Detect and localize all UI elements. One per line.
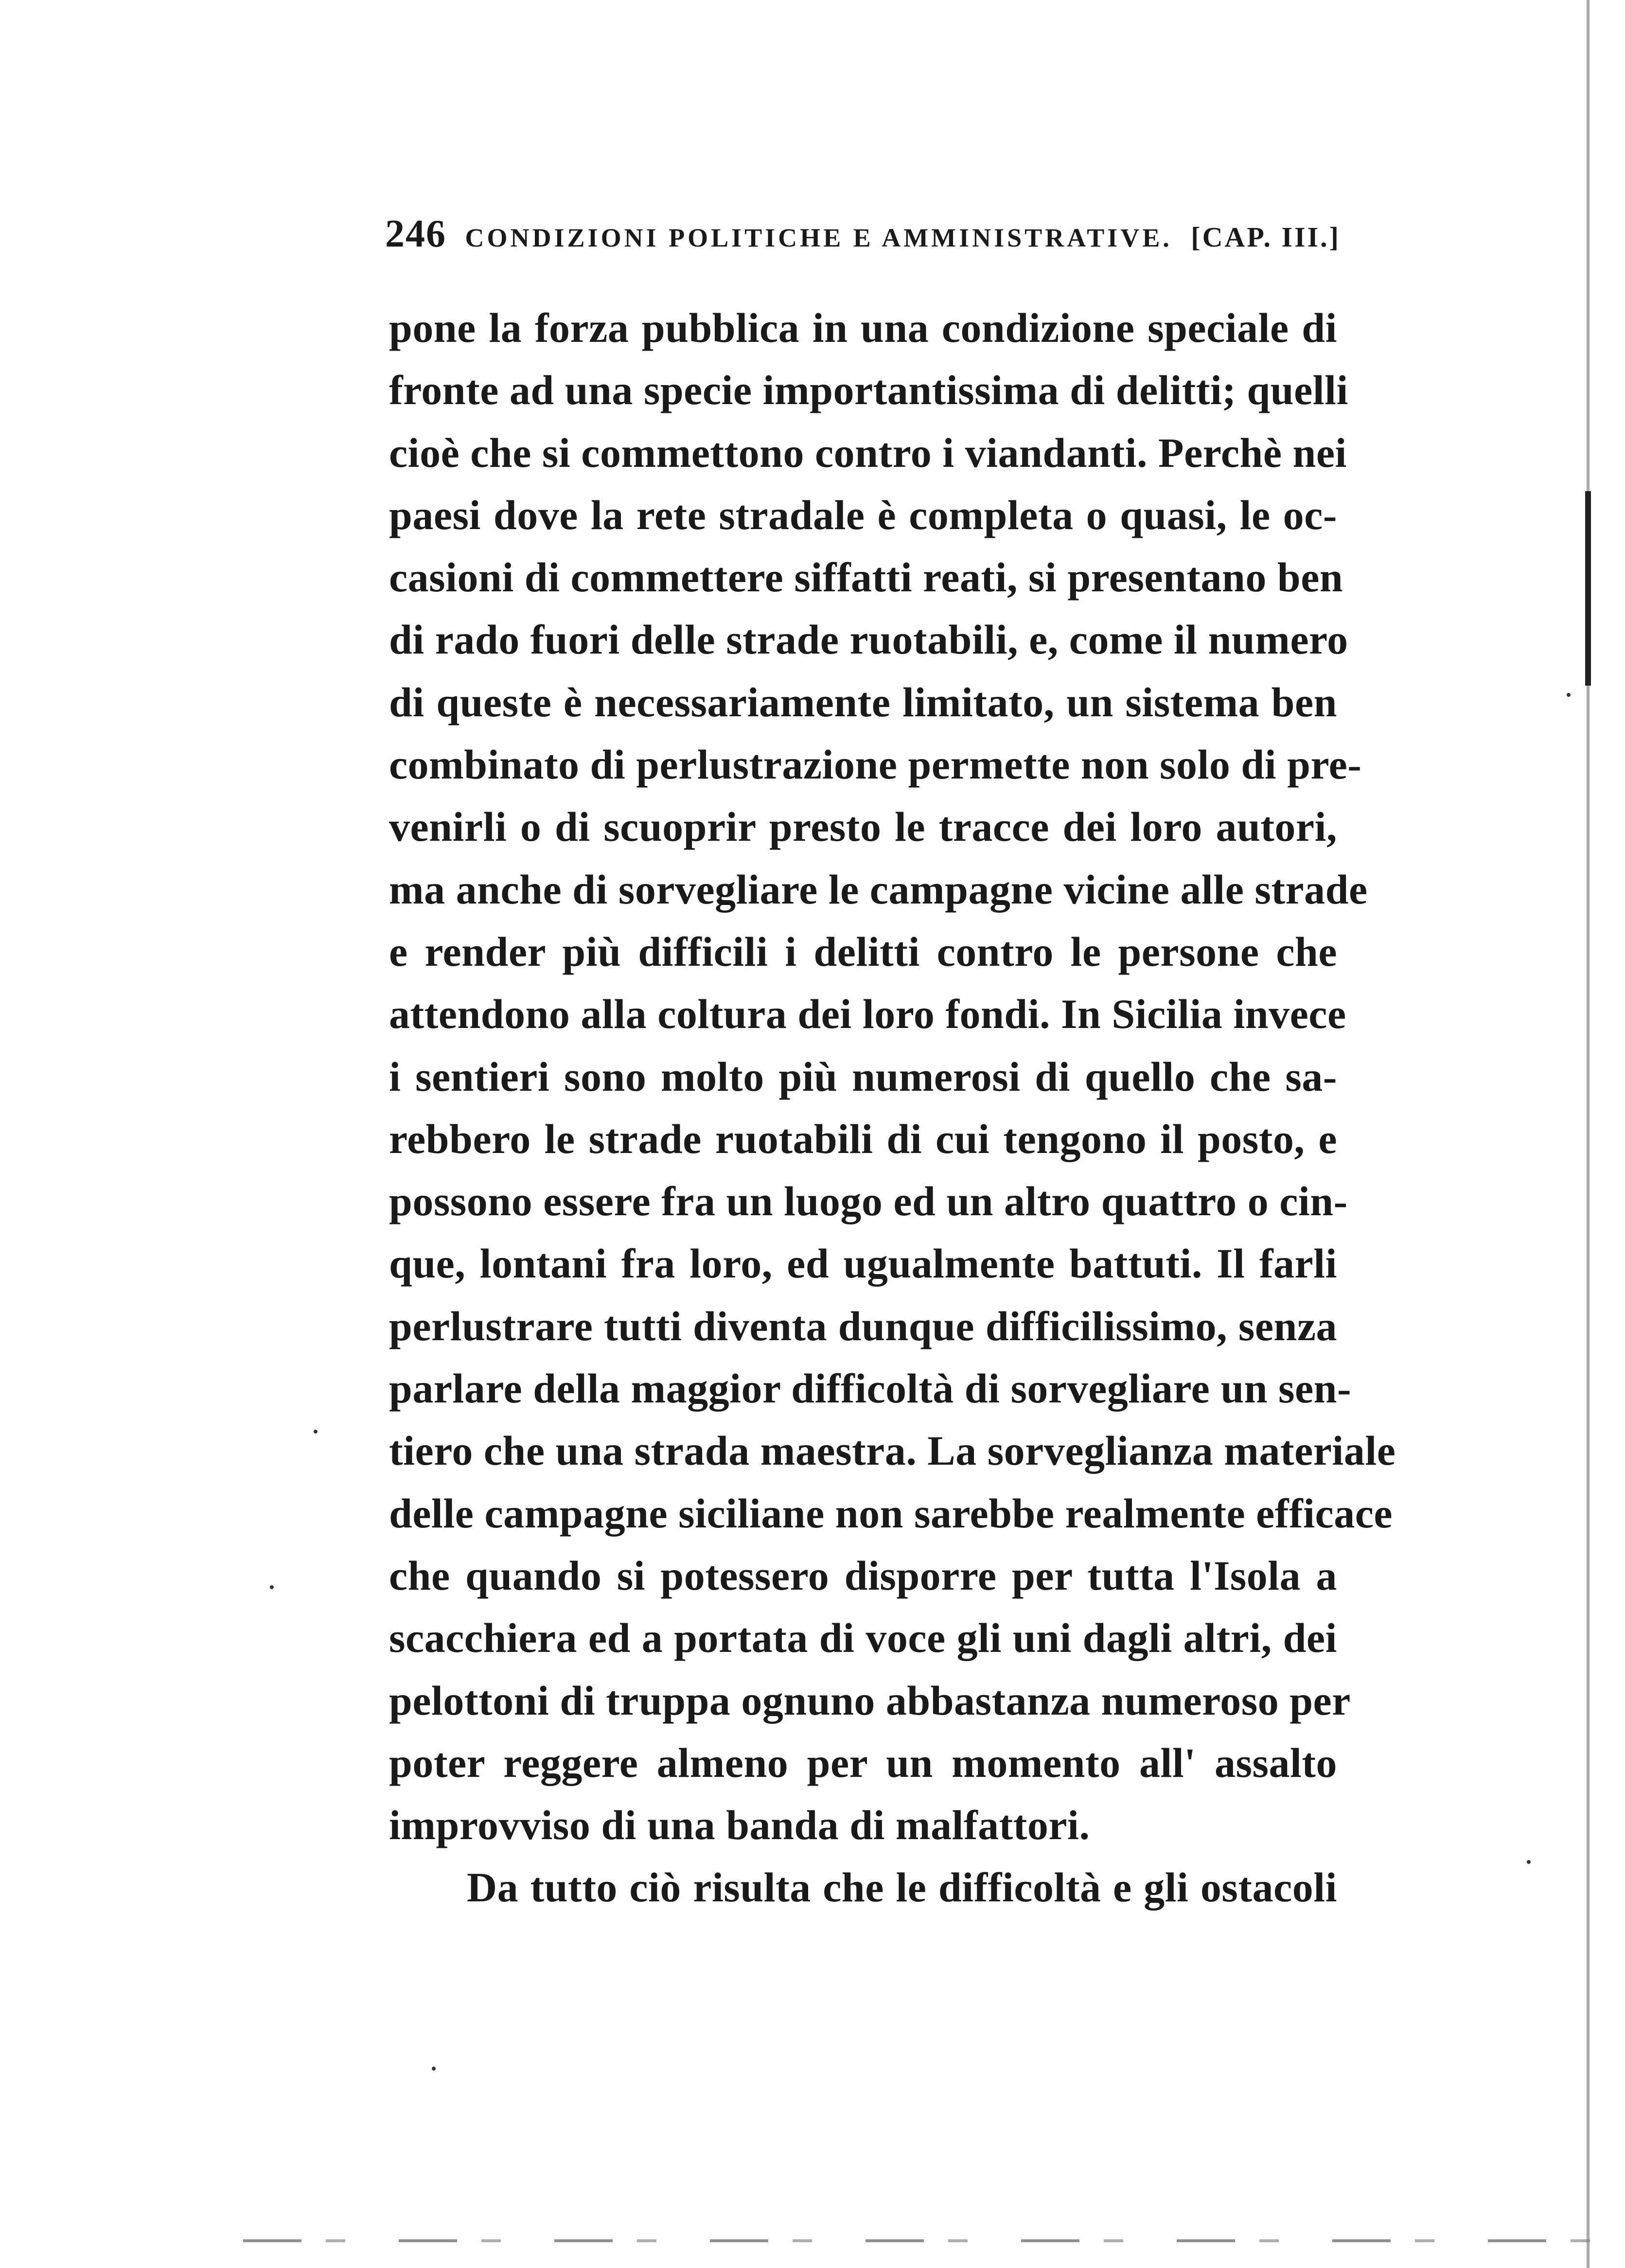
scan-speck: [432, 2067, 436, 2071]
text-line: di queste è necessariamente limitato, un sistema ben: [389, 678, 1337, 726]
scan-speck: [1567, 693, 1571, 697]
paragraph-start-line: Da tutto ciò risulta che le difficoltà e gli ostacoli: [467, 1864, 1337, 1911]
text-line: venirli o di scuoprir presto le tracce dei loro autori,: [389, 803, 1337, 850]
bottom-edge-artifact: [243, 2239, 1605, 2242]
text-line: que, lontani fra loro, ed ugualmente battuti. Il farli: [389, 1240, 1337, 1287]
text-line: ma anche di sorvegliare le campagne vicine alle strade: [389, 866, 1368, 913]
text-line: scacchiera ed a portata di voce gli uni dagli altri, dei: [389, 1614, 1337, 1662]
text-line: cioè che si commettono contro i viandanti. Perchè nei: [389, 429, 1347, 476]
text-line: poter reggere almeno per un momento all' assalto: [389, 1739, 1337, 1786]
page-edge-shadow: [1586, 0, 1590, 2268]
chapter-reference: [CAP. III.]: [1191, 221, 1341, 253]
scan-speck: [270, 1585, 274, 1589]
page-edge-mark: [1585, 491, 1591, 686]
text-line: casioni di commettere siffatti reati, si presentano ben: [389, 554, 1343, 601]
text-line: possono essere fra un luogo ed un altro quattro o cin-: [389, 1178, 1348, 1225]
text-line: tiero che una strada maestra. La sorveglianza materiale: [389, 1427, 1396, 1474]
text-line: rebbero le strade ruotabili di cui tengono il posto, e: [389, 1115, 1337, 1162]
text-line: delle campagne siciliane non sarebbe realmente efficace: [389, 1489, 1393, 1537]
text-line: fronte ad una specie importantissima di delitti; quelli: [389, 367, 1348, 414]
text-line: che quando si potessero disporre per tutta l'Isola a: [389, 1552, 1337, 1599]
running-head: [385, 212, 1341, 266]
page-number: 246: [385, 213, 446, 255]
scan-speck: [1527, 1860, 1531, 1864]
scan-speck: [314, 1430, 318, 1434]
body-text: [389, 297, 1396, 1919]
text-line: i sentieri sono molto più numerosi di quello che sa-: [389, 1053, 1337, 1100]
running-title: CONDIZIONI POLITICHE E AMMINISTRATIVE.: [465, 223, 1172, 252]
text-line: pelottoni di truppa ognuno abbastanza numeroso per: [389, 1677, 1351, 1724]
text-line: di rado fuori delle strade ruotabili, e, come il numero: [389, 616, 1348, 663]
text-line: e render più difficili i delitti contro le persone che: [389, 928, 1337, 975]
text-line: paesi dove la rete stradale è completa o quasi, le oc-: [389, 491, 1337, 538]
text-line: pone la forza pubblica in una condizione speciale di: [389, 304, 1337, 351]
text-line: perlustrare tutti diventa dunque difficilissimo, senza: [389, 1302, 1337, 1349]
text-line: parlare della maggior difficoltà di sorvegliare un sen-: [389, 1365, 1352, 1412]
text-line: attendono alla coltura dei loro fondi. In Sicilia invece: [389, 991, 1346, 1038]
paragraph-end-line: improvviso di una banda di malfattori.: [389, 1802, 1090, 1849]
text-line: combinato di perlustrazione permette non solo di pre-: [389, 741, 1362, 788]
